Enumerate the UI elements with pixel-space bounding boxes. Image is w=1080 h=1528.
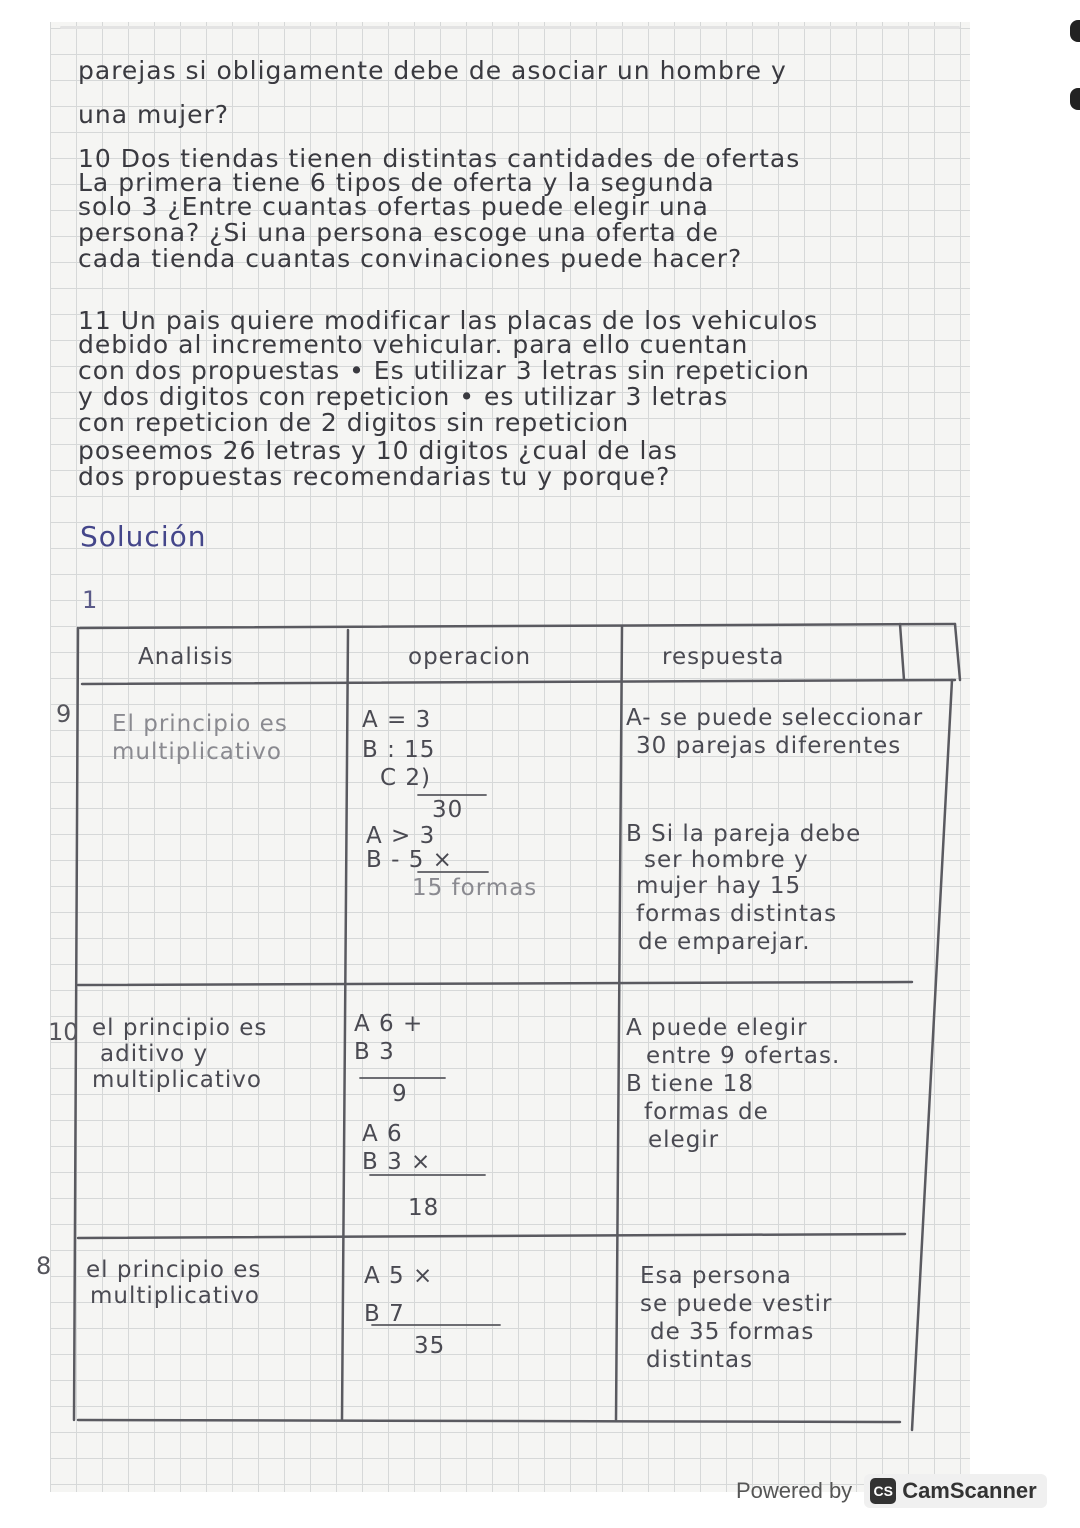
answer-text: 30 parejas diferentes: [636, 733, 902, 759]
question-line: solo 3 ¿Entre cuantas ofertas puede elegir una: [78, 192, 709, 221]
camscanner-watermark: [736, 1470, 1062, 1512]
operation-text: 30: [432, 797, 464, 823]
analysis-text: el principio es: [92, 1015, 268, 1041]
analysis-text: El principio es: [112, 711, 288, 737]
operation-text: A 6: [362, 1121, 403, 1147]
question-line: con repeticion de 2 digitos sin repeticion: [78, 408, 630, 437]
operation-text: A 5 ×: [364, 1263, 434, 1289]
operation-text: 35: [414, 1333, 446, 1359]
powered-by-label: Powered by: [736, 1478, 853, 1503]
answer-text: de emparejar.: [638, 929, 811, 955]
operation-text: A > 3: [366, 823, 436, 849]
camscanner-brand: CamScanner: [902, 1478, 1037, 1503]
analysis-text: el principio es: [86, 1257, 262, 1283]
operation-text: A 6 +: [354, 1011, 424, 1037]
analysis-text: aditivo y: [100, 1041, 209, 1067]
operation-text: B : 15: [362, 737, 436, 763]
question-line: cada tienda cuantas convinaciones puede hacer?: [78, 244, 743, 273]
solution-heading: Solución: [80, 520, 207, 553]
answer-text: Esa persona: [640, 1263, 792, 1289]
answer-text: B tiene 18: [626, 1071, 754, 1097]
camscanner-logo-icon: CS: [870, 1478, 896, 1504]
scan-edge-mark: [1070, 20, 1080, 42]
page-top-edge: [60, 26, 960, 29]
answer-text: A puede elegir: [626, 1015, 808, 1041]
operation-text: 18: [408, 1195, 440, 1221]
question-line: y dos digitos con repeticion • es utilizar 3 letras: [78, 382, 729, 411]
scan-edge-mark: [1070, 88, 1080, 110]
question-line: debido al incremento vehicular. para ello cuentan: [78, 330, 749, 359]
operation-text: 15 formas: [412, 875, 538, 901]
operation-text: A = 3: [362, 707, 432, 733]
row-margin-number: 9: [56, 700, 72, 728]
question-line: una mujer?: [78, 100, 230, 129]
operation-text: B 7: [364, 1301, 405, 1327]
answer-text: mujer hay 15: [636, 873, 802, 899]
operation-text: B 3 ×: [362, 1149, 432, 1175]
question-line: dos propuestas recomendarias tu y porque?: [78, 462, 671, 491]
answer-text: entre 9 ofertas.: [646, 1043, 841, 1069]
row-margin-number: 8: [36, 1252, 52, 1280]
table-header-analysis: Analisis: [138, 644, 234, 670]
answer-text: A- se puede seleccionar: [626, 705, 924, 731]
question-line: La primera tiene 6 tipos de oferta y la segunda: [78, 168, 715, 197]
operation-text: B - 5 ×: [366, 847, 453, 873]
analysis-text: multiplicativo: [92, 1067, 262, 1093]
answer-text: de 35 formas: [650, 1319, 815, 1345]
answer-text: formas de: [644, 1099, 769, 1125]
operation-text: 9: [392, 1081, 408, 1107]
row-margin-number: 10: [48, 1018, 79, 1046]
question-line: poseemos 26 letras y 10 digitos ¿cual de las: [78, 436, 678, 465]
table-header-answer: respuesta: [662, 644, 785, 670]
analysis-text: multiplicativo: [112, 739, 282, 765]
question-line: 10 Dos tiendas tienen distintas cantidades de ofertas: [78, 144, 801, 173]
operation-text: C 2): [380, 765, 431, 791]
question-line: 11 Un pais quiere modificar las placas de los vehiculos: [78, 306, 819, 335]
answer-text: formas distintas: [636, 901, 838, 927]
question-line: con dos propuestas • Es utilizar 3 letras sin repeticion: [78, 356, 810, 385]
table-header-operation: operacion: [408, 644, 532, 670]
answer-text: distintas: [646, 1347, 754, 1373]
question-line: parejas si obligamente debe de asociar un hombre y: [78, 56, 787, 85]
analysis-text: multiplicativo: [90, 1283, 260, 1309]
answer-text: ser hombre y: [644, 847, 809, 873]
question-line: persona? ¿Si una persona escoge una oferta de: [78, 218, 719, 247]
answer-text: se puede vestir: [640, 1291, 833, 1317]
answer-text: B Si la pareja debe: [626, 821, 862, 847]
answer-text: elegir: [648, 1127, 720, 1153]
section-number: 1: [82, 586, 98, 614]
operation-text: B 3: [354, 1039, 395, 1065]
camscanner-badge: [864, 1474, 1047, 1508]
